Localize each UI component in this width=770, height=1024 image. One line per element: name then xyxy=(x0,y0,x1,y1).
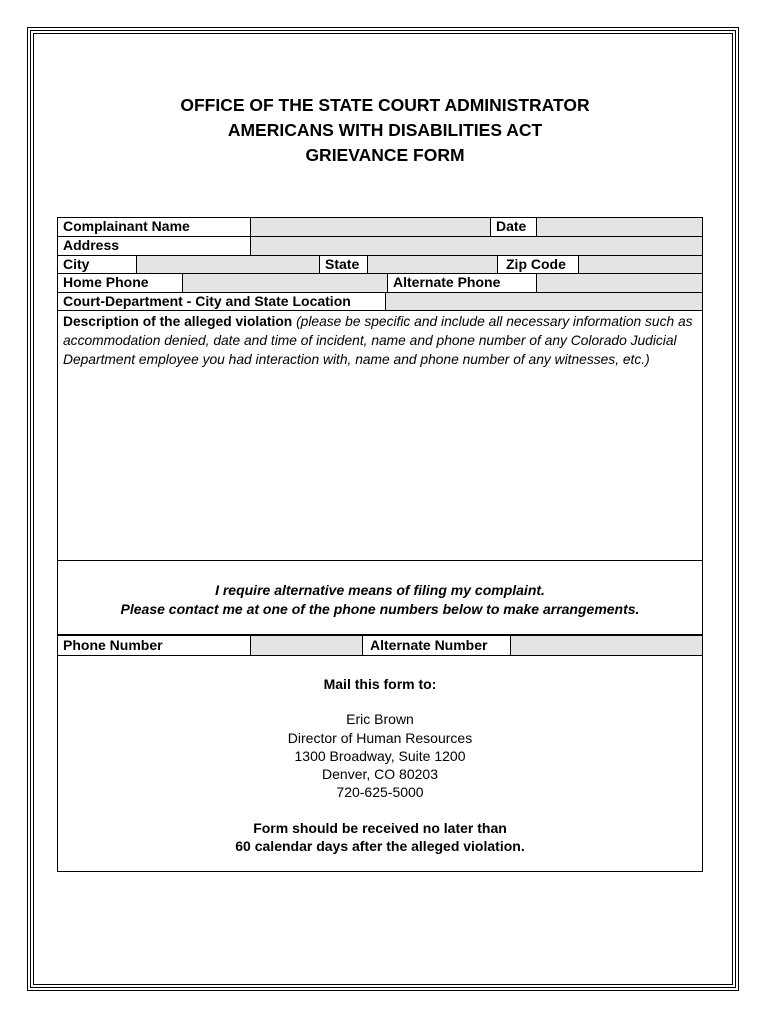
deadline-line1: Form should be received no later than xyxy=(253,819,507,836)
mail-heading: Mail this form to: xyxy=(323,676,437,692)
alternative-means-notice xyxy=(58,561,702,635)
date-label: Date xyxy=(490,218,536,236)
row-address xyxy=(58,237,702,256)
alt-means-line1: I require alternative means of filing my complaint. xyxy=(215,582,545,598)
deadline-line2: 60 calendar days after the alleged violation. xyxy=(235,838,525,855)
address-label: Address xyxy=(63,237,120,253)
alternate-number-field[interactable] xyxy=(510,636,702,655)
description-label: Description of the alleged violation xyxy=(63,314,293,329)
complainant-name-label: Complainant Name xyxy=(63,218,190,234)
grievance-form xyxy=(57,217,703,872)
city-label: City xyxy=(63,256,90,272)
office-title: OFFICE OF THE STATE COURT ADMINISTRATOR xyxy=(180,95,590,115)
date-field[interactable] xyxy=(536,218,702,236)
state-field[interactable] xyxy=(367,256,497,273)
alternate-phone-label: Alternate Phone xyxy=(387,274,536,292)
alternate-phone-field[interactable] xyxy=(536,274,702,292)
row-phone xyxy=(58,274,702,293)
row-contact-phone xyxy=(58,635,702,656)
row-court xyxy=(58,293,702,311)
court-department-label: Court-Department - City and State Location xyxy=(63,293,351,309)
state-label: State xyxy=(319,256,367,273)
zip-code-label: Zip Code xyxy=(497,256,578,273)
mail-section xyxy=(58,655,702,855)
description-area[interactable] xyxy=(58,311,702,561)
phone-number-field[interactable] xyxy=(250,636,362,655)
city-field[interactable] xyxy=(136,256,319,273)
alt-means-line2: Please contact me at one of the phone numbers below to make arrangements. xyxy=(120,601,640,617)
phone-number-label: Phone Number xyxy=(63,637,163,653)
complainant-name-field[interactable] xyxy=(250,218,490,236)
address-field[interactable] xyxy=(250,237,702,255)
mail-recipient-title: Director of Human Resources xyxy=(287,729,473,746)
alternate-number-label: Alternate Number xyxy=(362,636,510,655)
form-title: GRIEVANCE FORM xyxy=(305,145,465,165)
home-phone-label: Home Phone xyxy=(63,274,149,290)
court-department-field[interactable] xyxy=(385,293,702,310)
mail-city-state: Denver, CO 80203 xyxy=(322,766,438,783)
mail-street: 1300 Broadway, Suite 1200 xyxy=(294,747,466,764)
description-hint: (please be specific and include all necessary information such as accommodation denied, date and time of incident, name and phone number of any Colorado Judicial Department employee you had interaction with, name and phone number of any witnesses, etc.) xyxy=(63,314,693,367)
mail-phone: 720-625-5000 xyxy=(336,784,424,801)
row-complainant xyxy=(58,218,702,237)
act-title: AMERICANS WITH DISABILITIES ACT xyxy=(227,120,543,140)
row-city xyxy=(58,256,702,274)
zip-code-field[interactable] xyxy=(578,256,702,273)
home-phone-field[interactable] xyxy=(182,274,387,292)
mail-recipient-name: Eric Brown xyxy=(346,711,414,728)
